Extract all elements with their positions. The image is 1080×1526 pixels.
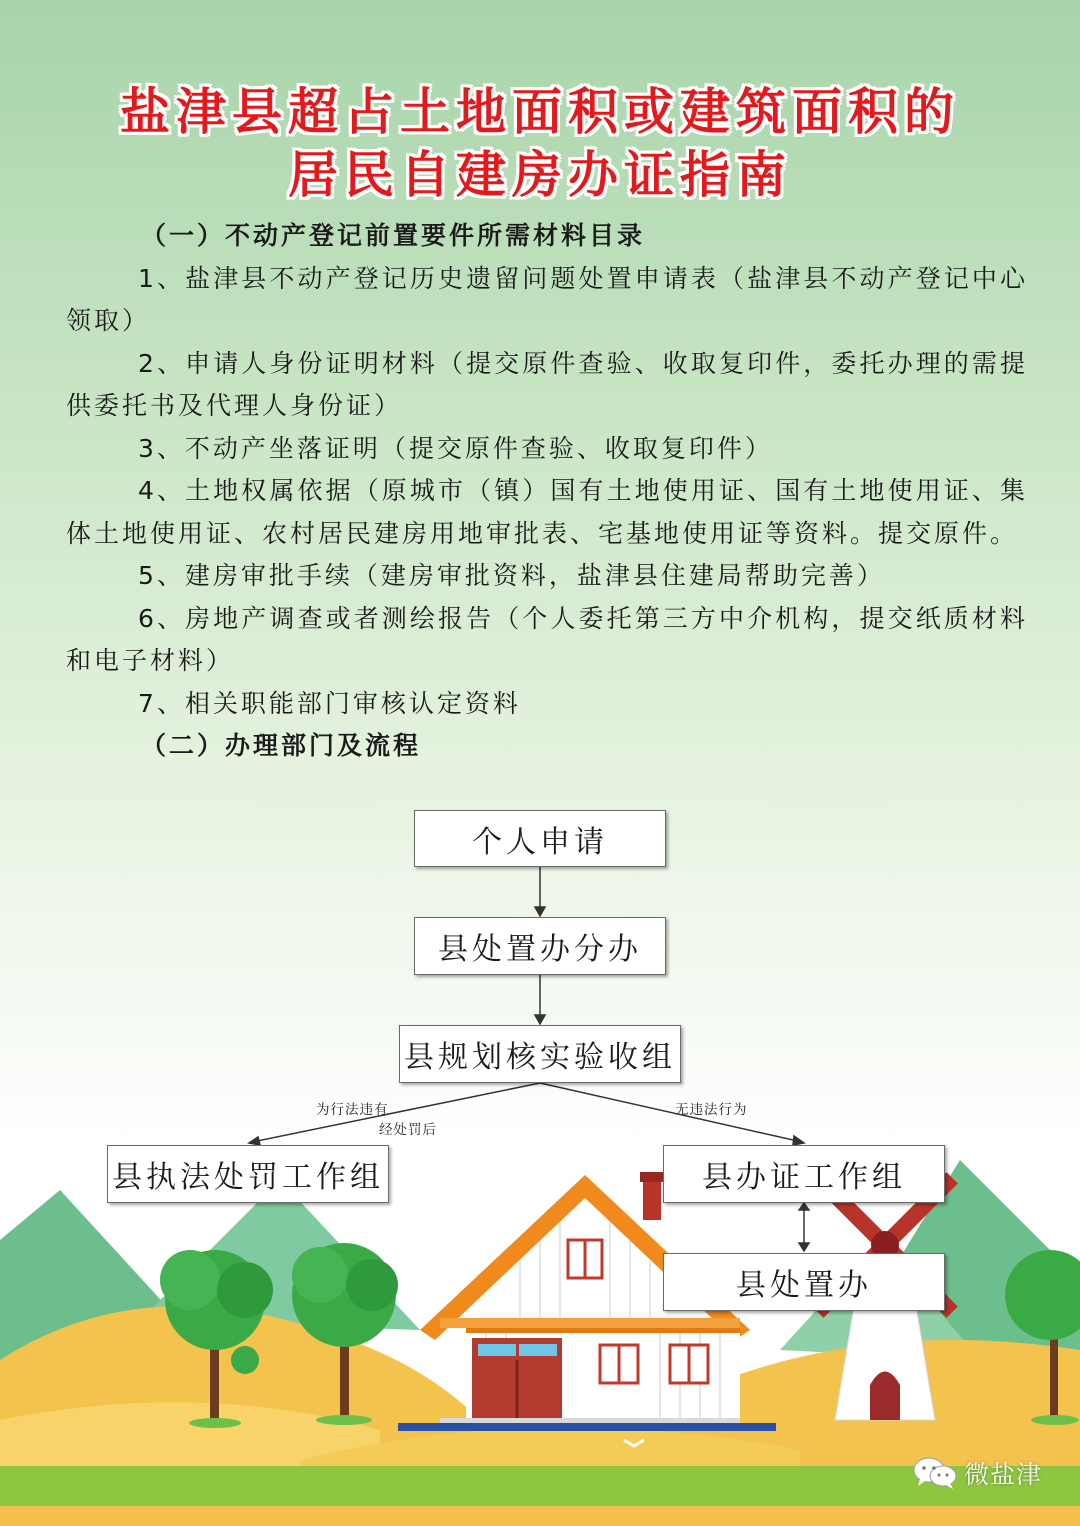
flow-box-enforcement: 县执法处罚工作组 (107, 1145, 389, 1203)
list-item: 5、建房审批手续（建房审批资料，盐津县住建局帮助完善） (138, 561, 885, 590)
flow-box-certificate: 县办证工作组 (663, 1145, 945, 1203)
list-item: 1、盐津县不动产登记历史遗留问题处置申请表（盐津县不动产登记中心领取） (66, 263, 1028, 335)
wechat-icon (912, 1455, 958, 1491)
flow-label-after-penalty: 经处罚后 (379, 1122, 437, 1138)
list-item: 6、房地产调查或者测绘报告（个人委托第三方中介机构，提交纸质材料和电子材料） (66, 603, 1028, 675)
flow-box-dispatch: 县处置办分办 (414, 917, 666, 975)
section-2-heading: （二）办理部门及流程 (141, 731, 422, 760)
title-line-2: 居民自建房办证指南 (288, 146, 792, 204)
section-1-heading: （一）不动产登记前置要件所需材料目录 (141, 221, 646, 250)
list-item: 7、相关职能部门审核认定资料 (138, 688, 521, 718)
materials-list (66, 215, 1028, 768)
watermark-text: 微盐津 (964, 1460, 1043, 1489)
list-item: 2、申请人身份证明材料（提交原件查验、收取复印件，委托办理的需提供委托书及代理人身份证） (66, 348, 1028, 420)
flow-box-planning: 县规划核实验收组 (399, 1025, 681, 1083)
flow-box-office: 县处置办 (663, 1253, 945, 1311)
flow-box-apply: 个人申请 (414, 810, 666, 867)
list-item: 3、不动产坐落证明（提交原件查验、收取复印件） (138, 433, 773, 463)
flow-label-no-violation: 无违法行为 (675, 1102, 748, 1118)
title-line-1: 盐津县超占土地面积或建筑面积的 (120, 83, 960, 141)
watermark (912, 1455, 1042, 1491)
flow-label-violation: 为行法违有 (316, 1102, 389, 1118)
list-item: 4、土地权属依据（原城市（镇）国有土地使用证、国有土地使用证、集体土地使用证、农村居民建房用地审批表、宅基地使用证等资料。提交原件。 (66, 476, 1028, 548)
